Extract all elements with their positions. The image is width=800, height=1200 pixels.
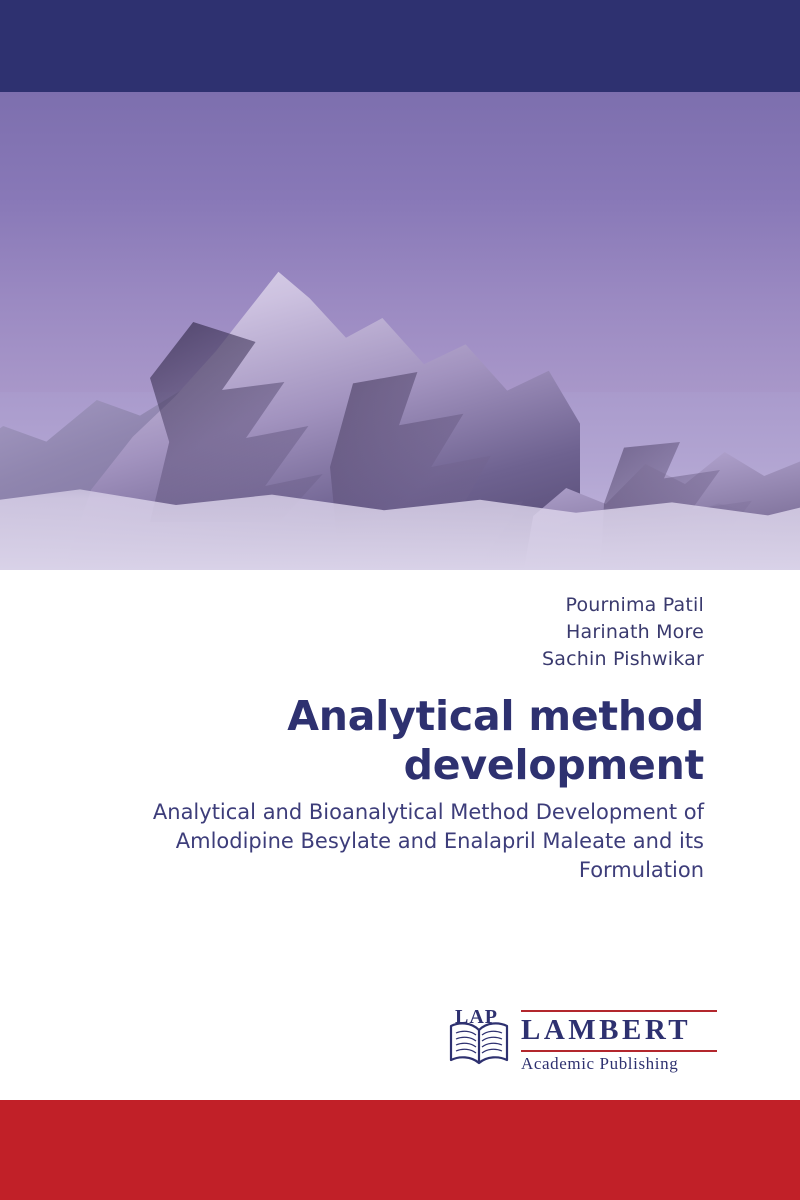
author-list [542, 592, 704, 673]
publisher-mark: LAP [455, 1006, 498, 1028]
book-subtitle: Analytical and Bioanalytical Method Development of Amlodipine Besylate and Enalapril Maleate and its Formulation [152, 800, 704, 882]
book-title: Analytical method development [287, 692, 704, 789]
logo-rule-bottom [521, 1050, 717, 1052]
logo-rule-top [521, 1010, 717, 1012]
publisher-tagline: Academic Publishing [521, 1054, 679, 1073]
cover-text-panel [0, 570, 800, 1100]
publisher-name: LAMBERT [521, 1014, 692, 1046]
author-name: Pournima Patil [565, 594, 704, 616]
top-color-band [0, 0, 800, 92]
publisher-logo [447, 1008, 717, 1074]
cover-photo [0, 92, 800, 570]
author-name: Sachin Pishwikar [542, 648, 704, 670]
bottom-color-band [0, 1100, 800, 1200]
author-name: Harinath More [566, 621, 704, 643]
